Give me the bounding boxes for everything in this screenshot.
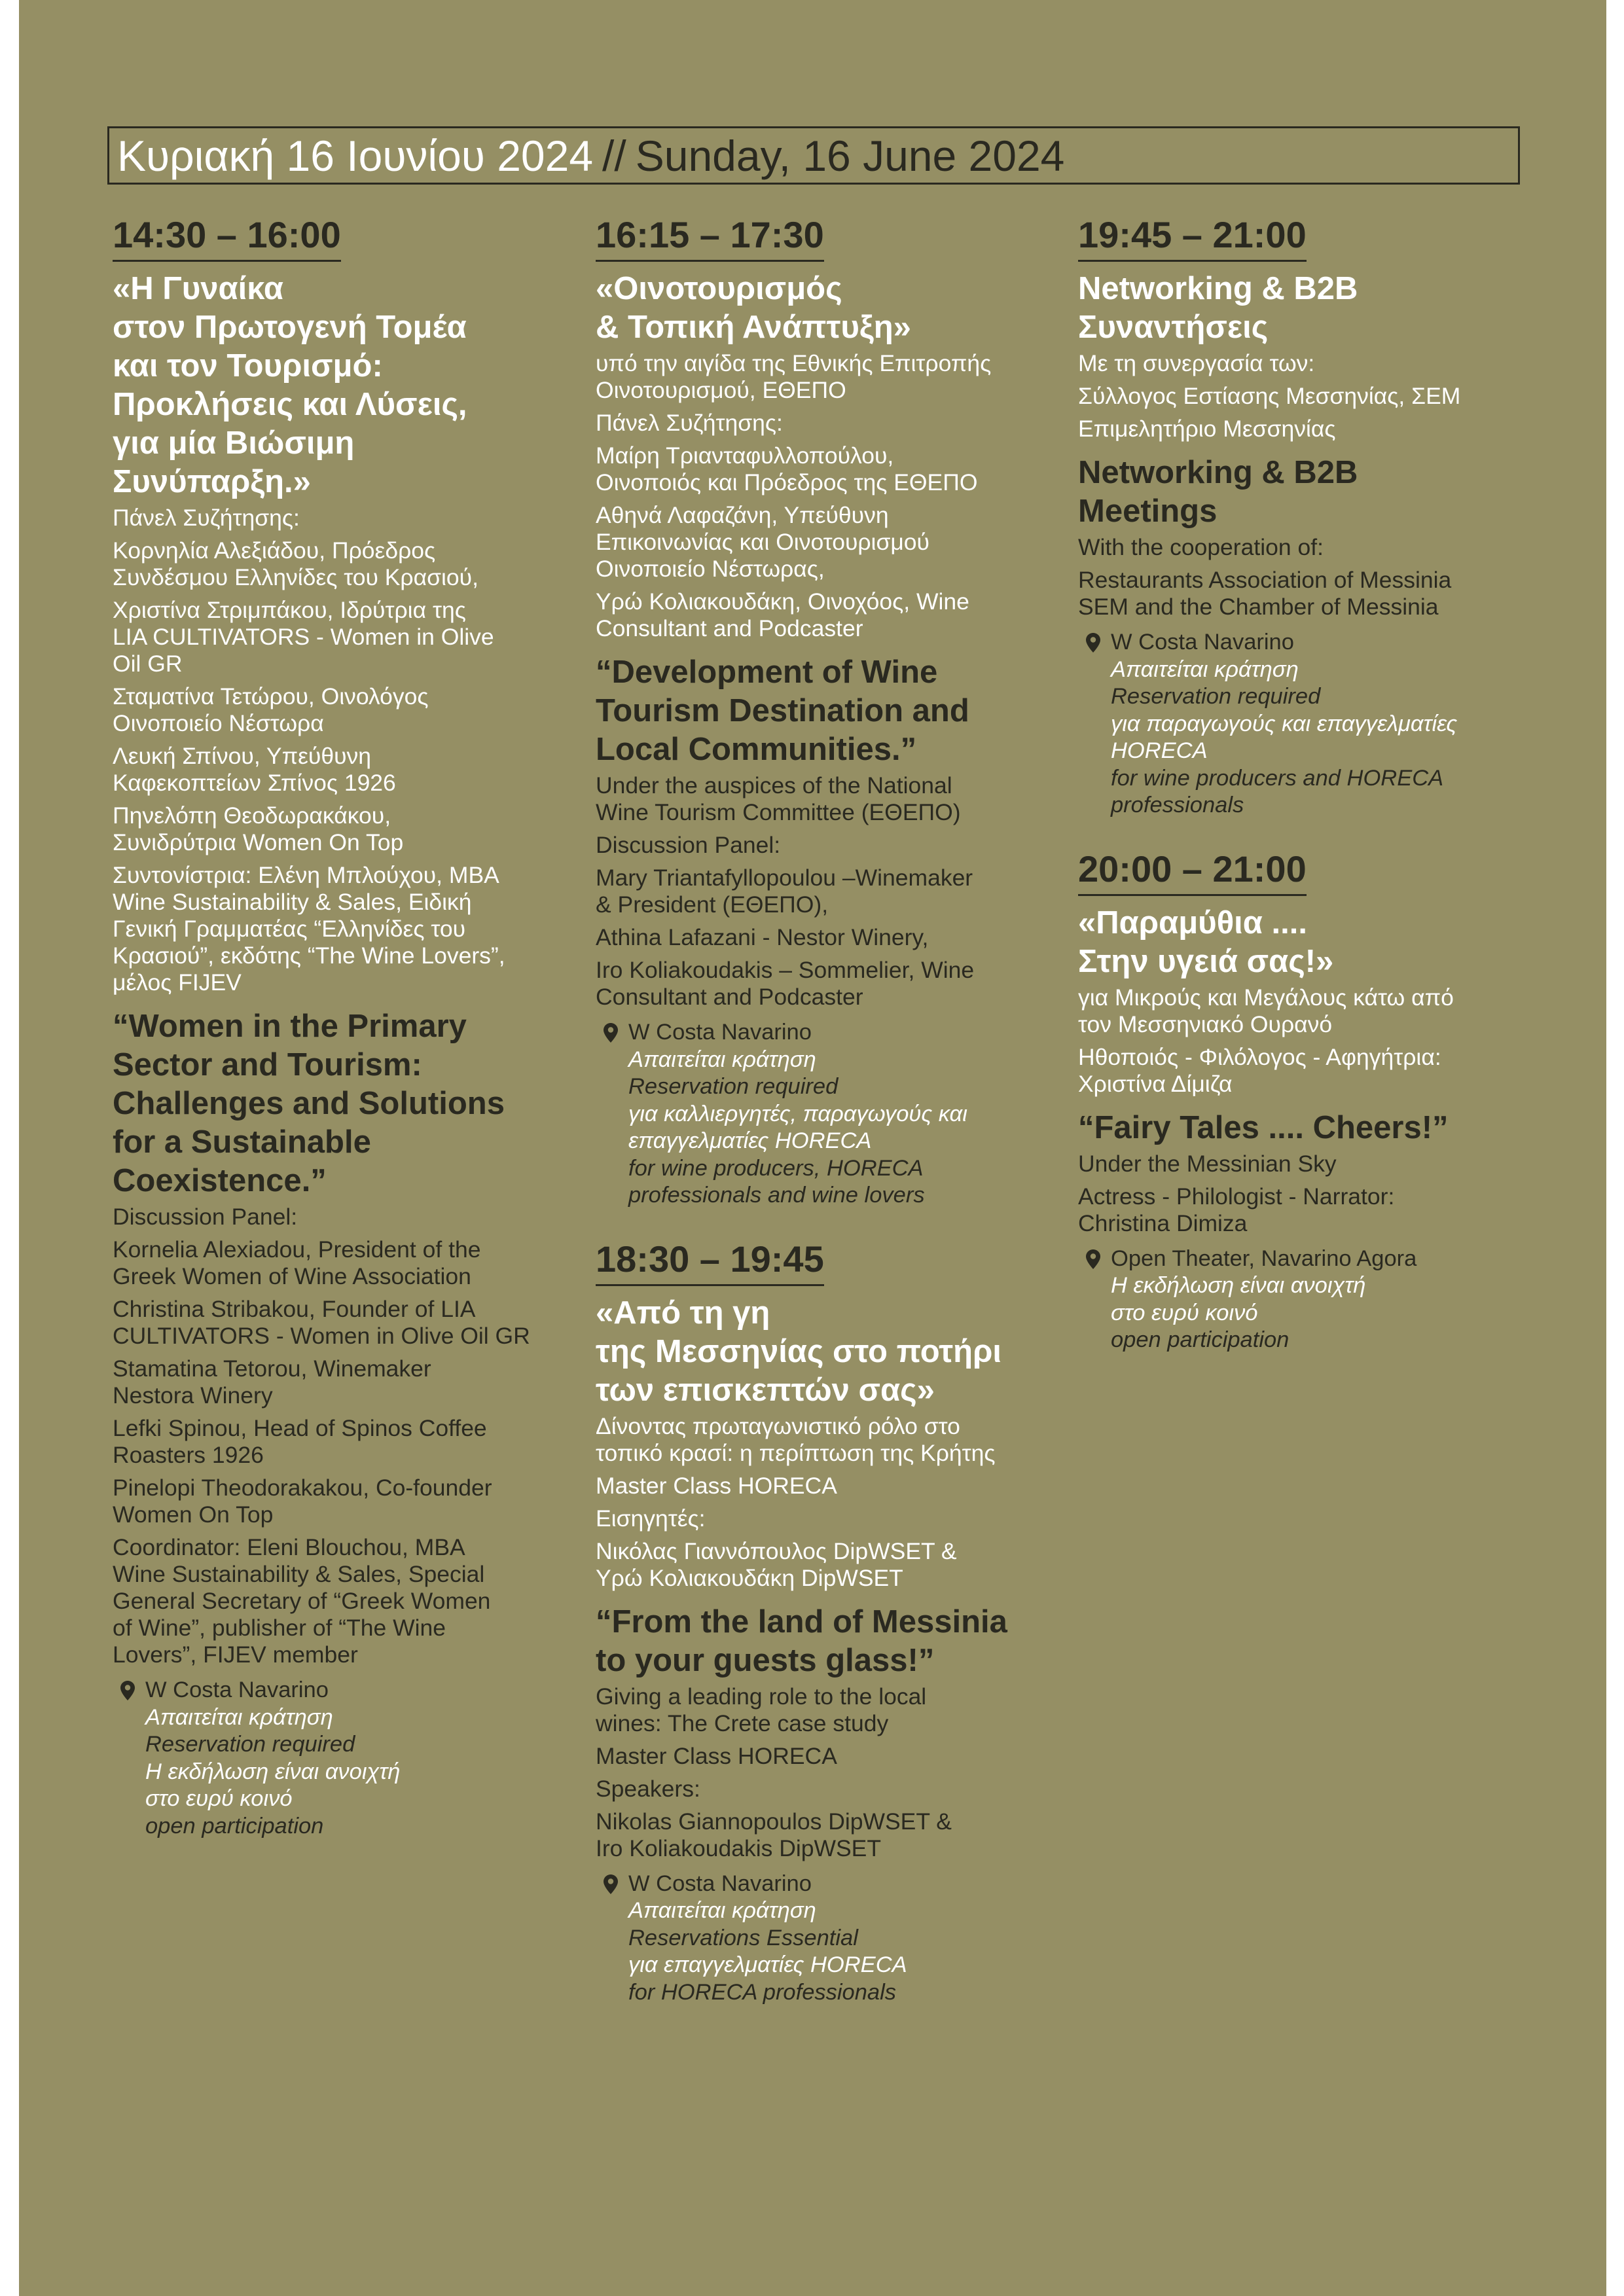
paragraph <box>596 442 1067 496</box>
title-line: & Τοπική Ανάπτυξη» <box>596 310 911 345</box>
body-line: General Secretary of “Greek Women <box>113 1588 491 1614</box>
body-line: Christina Dimiza <box>1078 1210 1248 1236</box>
body-line: Wine Tourism Committee (ΕΘΕΠΟ) <box>596 799 961 825</box>
note-line: Reservation required <box>1111 684 1321 709</box>
greek-session-details <box>113 505 584 996</box>
title-line: Coexistence.” <box>113 1163 327 1198</box>
paragraph <box>113 1236 584 1290</box>
body-line: Roasters 1926 <box>113 1442 264 1468</box>
map-pin-icon <box>604 1023 618 1043</box>
session <box>1078 850 1549 1354</box>
note-line: Απαιτείται κράτηση <box>628 1898 816 1923</box>
body-line: Πηνελόπη Θεοδωρακάκου, <box>113 802 391 829</box>
english-session-details <box>113 1204 584 1668</box>
english-session-details <box>596 772 1067 1011</box>
venue-name: W Costa Navarino <box>628 1020 812 1045</box>
note-line: Η εκδήλωση είναι ανοιχτή <box>1111 1273 1366 1298</box>
body-line: Lefki Spinou, Head of Spinos Coffee <box>113 1415 487 1441</box>
venue-name: W Costa Navarino <box>1111 630 1294 655</box>
english-session-title <box>596 653 1067 769</box>
paragraph <box>596 588 1067 642</box>
date-english: Sunday, 16 June 2024 <box>635 131 1065 180</box>
session-location <box>1078 629 1549 819</box>
paragraph <box>596 1743 1067 1770</box>
greek-session-details <box>596 1413 1067 1592</box>
title-line: και τον Τουρισμό: <box>113 348 383 384</box>
title-line: «Η Γυναίκα <box>113 271 284 306</box>
note-line: open participation <box>145 1813 324 1839</box>
paragraph <box>596 1808 1067 1862</box>
title-line: Meetings <box>1078 493 1218 529</box>
title-line: των επισκεπτών σας» <box>596 1372 935 1408</box>
greek-session-title <box>596 1294 1067 1410</box>
paragraph <box>113 683 584 737</box>
title-line: της Μεσσηνίας στο ποτήρι <box>596 1333 1002 1369</box>
greek-session-details <box>1078 350 1549 442</box>
body-line: Iro Koliakoudakis DipWSET <box>596 1835 882 1861</box>
paragraph <box>113 1415 584 1469</box>
venue-name: W Costa Navarino <box>628 1871 812 1896</box>
session-location <box>1078 1246 1549 1354</box>
body-line: wines: The Crete case study <box>596 1710 889 1736</box>
body-line: Consultant and Podcaster <box>596 615 863 641</box>
body-line: Νικόλας Γιαννόπουλος DipWSET & <box>596 1537 957 1564</box>
date-separator: // <box>602 131 626 180</box>
paragraph <box>596 772 1067 826</box>
venue-line <box>1111 629 1549 656</box>
english-session-details <box>1078 1151 1549 1237</box>
paragraph <box>113 505 584 531</box>
note-line: for wine producers, HORECA <box>628 1155 924 1181</box>
english-session-title <box>113 1007 584 1200</box>
session-location <box>113 1677 584 1840</box>
note-line: Reservation required <box>145 1732 355 1757</box>
title-line: “Fairy Tales .... Cheers!” <box>1078 1109 1449 1145</box>
title-line: Local Communities.” <box>596 732 917 767</box>
session-time: 19:45 – 21:00 <box>1078 215 1307 262</box>
note-line: for HORECA professionals <box>628 1979 897 2005</box>
body-line: Χριστίνα Στριμπάκου, Ιδρύτρια της <box>113 597 466 623</box>
title-line: «Παραμύθια .... <box>1078 905 1307 941</box>
english-session-details <box>596 1683 1067 1862</box>
note-line: professionals <box>1111 793 1244 817</box>
body-line: Wine Sustainability & Sales, Ειδική <box>113 889 472 915</box>
note-line: στο ευρύ κοινό <box>1111 1300 1258 1325</box>
title-line: Προκλήσεις και Λύσεις, <box>113 387 467 422</box>
body-line: Καφεκοπτείων Σπίνος 1926 <box>113 770 396 796</box>
title-line: “Development of Wine <box>596 655 938 690</box>
body-line: Σύλλογος Εστίασης Μεσσηνίας, ΣΕΜ <box>1078 383 1461 409</box>
title-line: for a Sustainable <box>113 1124 371 1160</box>
paragraph <box>596 1538 1067 1592</box>
paragraph <box>113 1475 584 1528</box>
body-line: Greek Women of Wine Association <box>113 1263 471 1289</box>
map-pin-icon <box>120 1681 135 1700</box>
body-line: Stamatina Tetorou, Winemaker <box>113 1355 431 1382</box>
body-line: μέλος FIJEV <box>113 969 242 996</box>
body-line: CULTIVATORS - Women in Olive Oil GR <box>113 1323 530 1349</box>
body-line: Oil GR <box>113 651 183 677</box>
title-line: Στην υγειά σας!» <box>1078 943 1334 979</box>
paragraph <box>113 537 584 591</box>
paragraph <box>596 1776 1067 1803</box>
body-line: Υρώ Κολιακουδάκη, Οινοχόος, Wine <box>596 588 969 615</box>
paragraph <box>113 1534 584 1668</box>
title-line: Sector and Tourism: <box>113 1047 422 1083</box>
title-line: «Οινοτουρισμός <box>596 271 842 306</box>
paragraph <box>1078 383 1549 410</box>
note-line: για παραγωγούς και επαγγελματίες <box>1111 711 1458 736</box>
note-line: professionals and wine lovers <box>628 1183 925 1208</box>
body-line: Υρώ Κολιακουδάκη DipWSET <box>596 1564 903 1591</box>
session-time: 18:30 – 19:45 <box>596 1240 824 1286</box>
body-line: Πάνελ Συζήτησης: <box>596 410 783 436</box>
title-line: Challenges and Solutions <box>113 1086 505 1121</box>
body-line: Kornelia Alexiadou, President of the <box>113 1236 481 1263</box>
body-line: Με τη συνεργασία των: <box>1078 350 1315 376</box>
map-pin-icon <box>1086 633 1100 653</box>
paragraph <box>596 924 1067 951</box>
title-line: Συναντήσεις <box>1078 310 1269 345</box>
body-line: Χριστίνα Δίμιζα <box>1078 1070 1233 1097</box>
map-pin-icon <box>604 1874 618 1894</box>
venue-line <box>628 1019 1067 1047</box>
title-line: Networking & B2B <box>1078 271 1358 306</box>
body-line: & President (ΕΘΕΠΟ), <box>596 891 829 918</box>
title-line: στον Πρωτογενή Τομέα <box>113 310 467 345</box>
greek-session-title <box>1078 904 1549 981</box>
greek-session-details <box>596 350 1067 642</box>
note-line: for wine producers and HORECA <box>1111 765 1444 791</box>
body-line: Master Class HORECA <box>596 1472 837 1499</box>
note-line: Απαιτείται κράτηση <box>145 1704 333 1730</box>
body-line: Αθηνά Λαφαζάνη, Υπεύθυνη <box>596 502 889 528</box>
body-line: τον Μεσσηνιακό Ουρανό <box>1078 1011 1333 1037</box>
body-line: SEM and the Chamber of Messinia <box>1078 594 1439 620</box>
body-line: Οινοποιείο Νέστωρας, <box>596 556 825 582</box>
note-line: επαγγελματίες HORECA <box>628 1128 872 1153</box>
body-line: Μαίρη Τριανταφυλλοπούλου, <box>596 442 894 469</box>
greek-session-title <box>1078 270 1549 347</box>
date-greek: Κυριακή 16 Ιουνίου 2024 <box>117 131 594 180</box>
paragraph <box>596 350 1067 404</box>
paragraph <box>113 597 584 677</box>
paragraph <box>1078 984 1549 1038</box>
program-column-1 <box>113 215 584 1840</box>
body-line: Iro Koliakoudakis – Sommelier, Wine <box>596 957 975 983</box>
paragraph <box>113 1296 584 1350</box>
body-line: Συντονίστρια: Ελένη Μπλούχου, MBA <box>113 862 499 888</box>
english-session-details <box>1078 534 1549 620</box>
greek-session-title <box>113 270 584 501</box>
body-line: Lovers”, FIJEV member <box>113 1641 358 1668</box>
greek-session-details <box>1078 984 1549 1098</box>
paragraph <box>113 743 584 797</box>
body-line: Κρασιού”, εκδότης “The Wine Lovers”, <box>113 942 505 969</box>
body-line: για Μικρούς και Μεγάλους κάτω από <box>1078 984 1454 1011</box>
title-line: Networking & B2B <box>1078 455 1358 490</box>
body-line: LIA CULTIVATORS - Women in Olive <box>113 624 494 650</box>
paragraph <box>596 1473 1067 1499</box>
paragraph <box>1078 416 1549 442</box>
paragraph <box>113 802 584 856</box>
body-line: Πάνελ Συζήτησης: <box>113 505 300 531</box>
venue-line <box>628 1871 1067 1898</box>
session-location <box>596 1871 1067 2007</box>
session-time: 14:30 – 16:00 <box>113 215 341 262</box>
body-line: Nikolas Giannopoulos DipWSET & <box>596 1808 952 1835</box>
body-line: τοπικό κρασί: η περίπτωση της Κρήτης <box>596 1439 996 1466</box>
paragraph <box>596 502 1067 583</box>
paragraph <box>1078 1151 1549 1177</box>
note-line: Reservation required <box>628 1074 839 1099</box>
body-line: Γενική Γραμματέας “Ελληνίδες του <box>113 916 466 942</box>
program-column-3 <box>1078 215 1549 1354</box>
body-line: Restaurants Association of Messinia <box>1078 567 1452 593</box>
body-line: Actress - Philologist - Narrator: <box>1078 1183 1395 1210</box>
body-line: Consultant and Podcaster <box>596 984 863 1010</box>
body-line: Mary Triantafyllopoulou –Winemaker <box>596 865 973 891</box>
note-line: Απαιτείται κράτηση <box>1111 656 1299 682</box>
title-line: Συνύπαρξη.» <box>113 464 311 499</box>
body-line: υπό την αιγίδα της Εθνικής Επιτροπής <box>596 350 992 376</box>
session-location <box>596 1019 1067 1210</box>
paragraph <box>596 865 1067 918</box>
session <box>596 215 1067 1210</box>
english-session-title <box>1078 454 1549 531</box>
body-line: Wine Sustainability & Sales, Special <box>113 1561 485 1587</box>
body-line: Επιμελητήριο Μεσσηνίας <box>1078 416 1336 442</box>
session <box>1078 215 1549 819</box>
body-line: Under the Messinian Sky <box>1078 1150 1337 1177</box>
body-line: Επικοινωνίας και Οινοτουρισμού <box>596 529 929 555</box>
body-line: Under the auspices of the National <box>596 772 952 798</box>
title-line: «Από τη γη <box>596 1295 770 1331</box>
paragraph <box>113 1355 584 1409</box>
session-time: 20:00 – 21:00 <box>1078 850 1307 896</box>
paragraph <box>113 1204 584 1230</box>
greek-session-title <box>596 270 1067 347</box>
english-session-title <box>596 1603 1067 1680</box>
body-line: Speakers: <box>596 1775 700 1802</box>
paragraph <box>596 832 1067 859</box>
paragraph <box>596 410 1067 437</box>
body-line: Pinelopi Theodorakakou, Co-founder <box>113 1475 492 1501</box>
paragraph <box>1078 534 1549 561</box>
note-line: για καλλιεργητές, παραγωγούς και <box>628 1101 967 1126</box>
body-line: Ηθοποιός - Φιλόλογος - Αφηγήτρια: <box>1078 1043 1441 1070</box>
note-line: Απαιτείται κράτηση <box>628 1047 816 1072</box>
venue-name: W Costa Navarino <box>145 1677 329 1702</box>
body-line: Οινοποιός και Πρόεδρος της ΕΘΕΠΟ <box>596 469 978 495</box>
body-line: Σταματίνα Τετώρου, Οινολόγος <box>113 683 429 709</box>
body-line: Συνιδρύτρια Women On Top <box>113 829 404 855</box>
title-line: to your guests glass!” <box>596 1642 935 1678</box>
body-line: Coordinator: Eleni Blouchou, MBA <box>113 1534 465 1560</box>
date-header <box>107 126 1520 185</box>
title-line: για μία Βιώσιμη <box>113 425 355 461</box>
session <box>596 1240 1067 2007</box>
body-line: Discussion Panel: <box>113 1204 298 1230</box>
note-line: Reservations Essential <box>628 1925 858 1950</box>
program-column-2 <box>596 215 1067 2006</box>
paragraph <box>1078 567 1549 620</box>
note-line: στο ευρύ κοινό <box>145 1786 293 1811</box>
english-session-title <box>1078 1109 1549 1147</box>
venue-line <box>1111 1246 1549 1273</box>
body-line: Συνδέσμου Ελληνίδες του Κρασιού, <box>113 564 478 590</box>
note-line: Η εκδήλωση είναι ανοιχτή <box>145 1759 401 1784</box>
body-line: Κορνηλία Αλεξιάδου, Πρόεδρος <box>113 537 436 564</box>
body-line: of Wine”, publisher of “The Wine <box>113 1615 446 1641</box>
session-time: 16:15 – 17:30 <box>596 215 824 262</box>
title-line: “From the land of Messinia <box>596 1604 1007 1640</box>
venue-line <box>145 1677 584 1704</box>
body-line: Giving a leading role to the local <box>596 1683 927 1710</box>
note-line: για επαγγελματίες HORECA <box>628 1952 907 1977</box>
body-line: Christina Stribakou, Founder of LIA <box>113 1296 476 1322</box>
body-line: With the cooperation of: <box>1078 534 1324 560</box>
paragraph <box>596 1505 1067 1532</box>
body-line: Οινοτουρισμού, ΕΘΕΠΟ <box>596 377 846 403</box>
title-line: “Women in the Primary <box>113 1009 467 1044</box>
paragraph <box>596 1413 1067 1467</box>
body-line: Athina Lafazani - Nestor Winery, <box>596 924 929 950</box>
venue-name: Open Theater, Navarino Agora <box>1111 1246 1417 1271</box>
body-line: Εισηγητές: <box>596 1505 706 1532</box>
note-line: open participation <box>1111 1327 1290 1352</box>
body-line: Δίνοντας πρωταγωνιστικό ρόλο στο <box>596 1412 960 1439</box>
map-pin-icon <box>1086 1249 1100 1269</box>
paragraph <box>596 1683 1067 1737</box>
paragraph <box>1078 1183 1549 1237</box>
paragraph <box>1078 350 1549 377</box>
paragraph <box>1078 1044 1549 1098</box>
title-line: Tourism Destination and <box>596 693 969 728</box>
paragraph <box>596 957 1067 1011</box>
body-line: Οινοποιείο Νέστωρα <box>113 710 324 736</box>
body-line: Discussion Panel: <box>596 832 781 858</box>
session <box>113 215 584 1840</box>
body-line: Women On Top <box>113 1501 274 1528</box>
body-line: Λευκή Σπίνου, Υπεύθυνη <box>113 743 371 769</box>
note-line: HORECA <box>1111 738 1208 763</box>
body-line: Nestora Winery <box>113 1382 273 1408</box>
body-line: Master Class HORECA <box>596 1742 837 1769</box>
paragraph <box>113 862 584 996</box>
